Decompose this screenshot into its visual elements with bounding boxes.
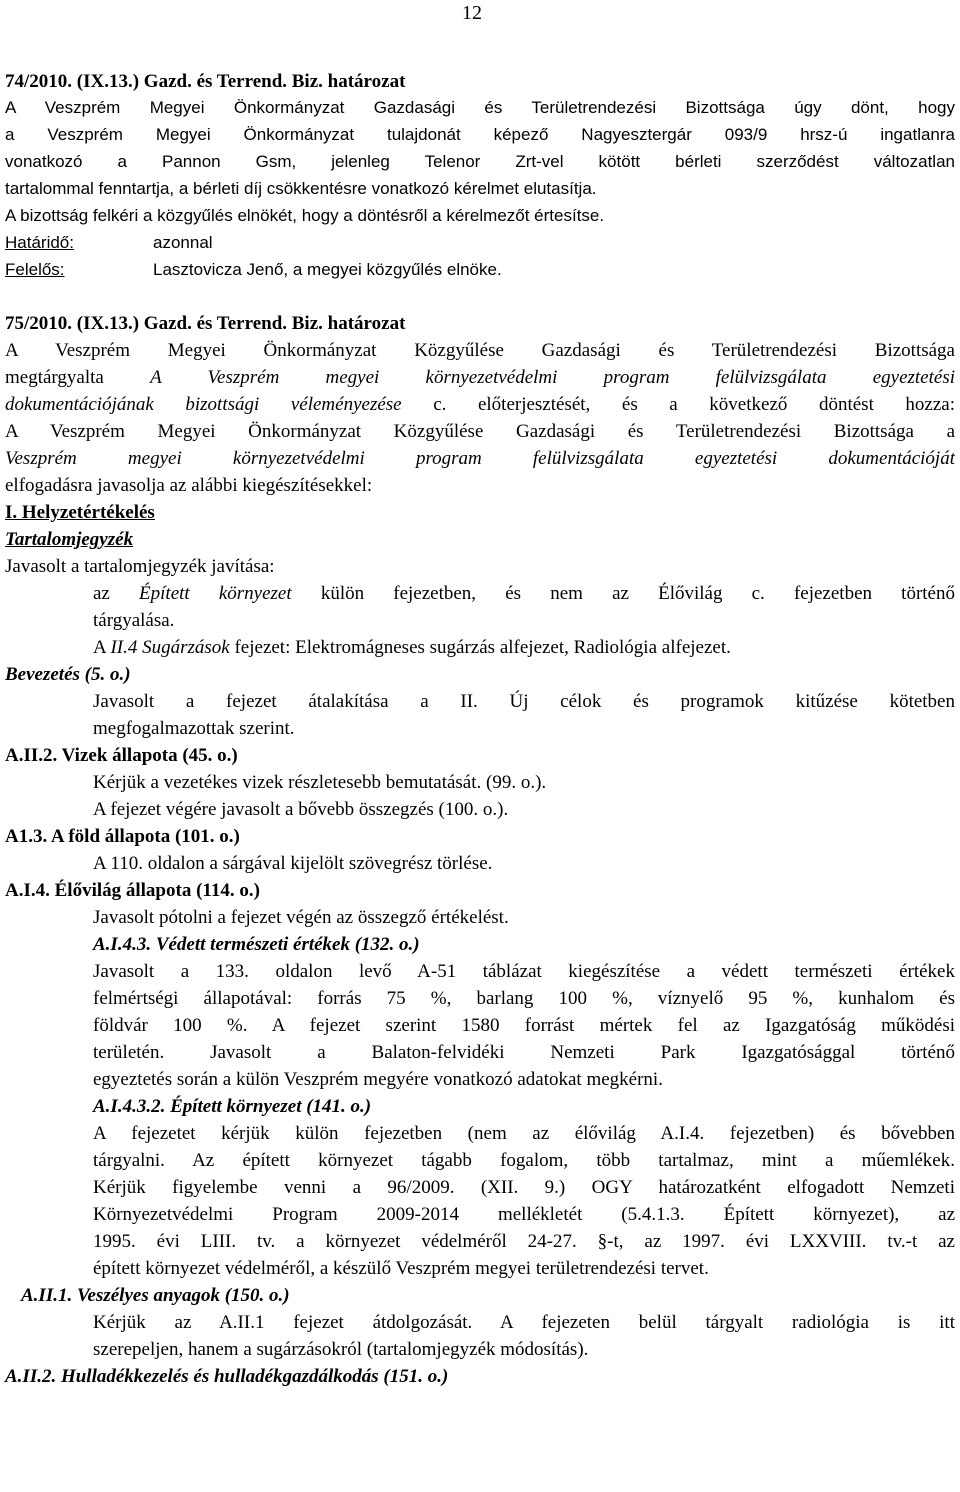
section-title: I. Helyzetértékelés: [5, 502, 155, 523]
built-environment-line: épített környezet védelméről, a készülő Veszprém megyei területrendezési tervet.: [93, 1258, 709, 1279]
built-environment-line: tárgyalni. Az épített környezet tágabb fogalom, több tartalmaz, mint a műemlékek.: [93, 1150, 955, 1171]
page-number: 12: [462, 2, 482, 24]
soil-line: A 110. oldalon a sárgával kijelölt szövegrész törlése.: [93, 853, 493, 874]
toc-item: tárgyalása.: [93, 610, 175, 631]
built-environment-line: A fejezetet kérjük külön fejezetben (nem az élővilág A.I.4. fejezetben) és bővebben: [93, 1123, 955, 1144]
resolution-74-line: tartalommal fenntartja, a bérleti díj csökkentésre vonatkozó kérelmet elutasítja.: [5, 179, 597, 198]
responsible-label: Felelős:: [5, 260, 65, 279]
resolution-74-line: vonatkozó a Pannon Gsm, jelenleg Telenor Zrt-vel kötött bérleti szerződést változatlan: [5, 152, 955, 171]
biodiversity-title: A.I.4. Élővilág állapota (114. o.): [5, 880, 260, 901]
protected-values-line: területén. Javasolt a Balaton-felvidéki Nemzeti Park Igazgatósággal történő: [93, 1042, 955, 1063]
resolution-75-line: A Veszprém Megyei Önkormányzat Közgyűlése Gazdasági és Területrendezési Bizottsága: [5, 340, 955, 361]
resolution-74-heading: 74/2010. (IX.13.) Gazd. és Terrend. Biz. határozat: [5, 71, 406, 92]
deadline-label: Határidő:: [5, 233, 74, 252]
hazardous-materials-line: Kérjük az A.II.1 fejezet átdolgozását. A fejezeten belül tárgyalt radiológia is itt: [93, 1312, 955, 1333]
protected-values-line: egyeztetés során a külön Veszprém megyére vonatkozó adatokat megkérni.: [93, 1069, 663, 1090]
resolution-75-line: dokumentációjának bizottsági véleményezése c. előterjesztését, és a következő döntést hozza:: [5, 394, 955, 415]
intro-line: Javasolt a fejezet átalakítása a II. Új célok és programok kitűzése kötetben: [93, 691, 955, 712]
resolution-75-line: elfogadásra javasolja az alábbi kiegészítésekkel:: [5, 475, 373, 496]
toc-intro: Javasolt a tartalomjegyzék javítása:: [5, 556, 275, 577]
resolution-74-line: A bizottság felkéri a közgyűlés elnökét, hogy a döntésről a kérelmezőt értesítse.: [5, 206, 605, 225]
resolution-75-line: A Veszprém Megyei Önkormányzat Közgyűlése Gazdasági és Területrendezési Bizottsága a: [5, 421, 955, 442]
waste-management-title: A.II.2. Hulladékkezelés és hulladékgazdálkodás (151. o.): [5, 1366, 449, 1387]
resolution-75-heading: 75/2010. (IX.13.) Gazd. és Terrend. Biz. határozat: [5, 313, 406, 334]
toc-item: az Épített környezet külön fejezetben, és nem az Élővilág c. fejezetben történő: [93, 583, 955, 604]
built-environment-line: 1995. évi LIII. tv. a környezet védelméről 24-27. §-t, az 1997. évi LXXVIII. tv.-t az: [93, 1231, 955, 1252]
hazardous-materials-title: A.II.1. Veszélyes anyagok (150. o.): [21, 1285, 290, 1306]
resolution-75-line: megtárgyalta A Veszprém megyei környezetvédelmi program felülvizsgálata egyeztetési: [5, 367, 955, 388]
resolution-74-line: a Veszprém Megyei Önkormányzat tulajdonát képező Nagyesztergár 093/9 hrsz-ú ingatlanra: [5, 125, 955, 144]
water-line: Kérjük a vezetékes vizek részletesebb bemutatását. (99. o.).: [93, 772, 547, 793]
intro-line: megfogalmazottak szerint.: [93, 718, 295, 739]
built-environment-line: Környezetvédelmi Program 2009-2014 mellékletét (5.4.1.3. Épített környezet), az: [93, 1204, 955, 1225]
water-title: A.II.2. Vizek állapota (45. o.): [5, 745, 238, 766]
protected-values-line: földvár 100 %. A fejezet szerint 1580 forrást mértek fel az Igazgatóság működési: [93, 1015, 955, 1036]
hazardous-materials-line: szerepeljen, hanem a sugárzásokról (tartalomjegyzék módosítás).: [93, 1339, 589, 1360]
resolution-74-line: A Veszprém Megyei Önkormányzat Gazdasági és Területrendezési Bizottsága úgy dönt, hogy: [5, 98, 955, 117]
deadline-row: [5, 230, 213, 256]
responsible-row: [5, 257, 502, 283]
water-line: A fejezet végére javasolt a bővebb összegzés (100. o.).: [93, 799, 509, 820]
protected-values-line: felmértségi állapotával: forrás 75 %, barlang 100 %, víznyelő 95 %, kunhalom és: [93, 988, 955, 1009]
biodiversity-line: Javasolt pótolni a fejezet végén az összegző értékelést.: [93, 907, 509, 928]
protected-values-line: Javasolt a 133. oldalon levő A-51 táblázat kiegészítése a védett természeti értékek: [93, 961, 955, 982]
protected-values-title: A.I.4.3. Védett természeti értékek (132. o.): [93, 934, 420, 955]
toc-title: Tartalomjegyzék: [5, 529, 134, 550]
toc-item: A II.4 Sugárzások fejezet: Elektromágneses sugárzás alfejezet, Radiológia alfejezet.: [93, 637, 731, 658]
resolution-75-line: Veszprém megyei környezetvédelmi program felülvizsgálata egyeztetési dokumentációját: [5, 448, 955, 469]
responsible-value: Lasztovicza Jenő, a megyei közgyűlés elnöke.: [153, 260, 502, 279]
intro-title: Bevezetés (5. o.): [5, 664, 131, 685]
deadline-value: azonnal: [153, 233, 213, 252]
built-environment-line: Kérjük figyelembe venni a 96/2009. (XII. 9.) OGY határozatként elfogadott Nemzeti: [93, 1177, 955, 1198]
soil-title: A1.3. A föld állapota (101. o.): [5, 826, 240, 847]
built-environment-title: A.I.4.3.2. Épített környezet (141. o.): [93, 1096, 372, 1117]
